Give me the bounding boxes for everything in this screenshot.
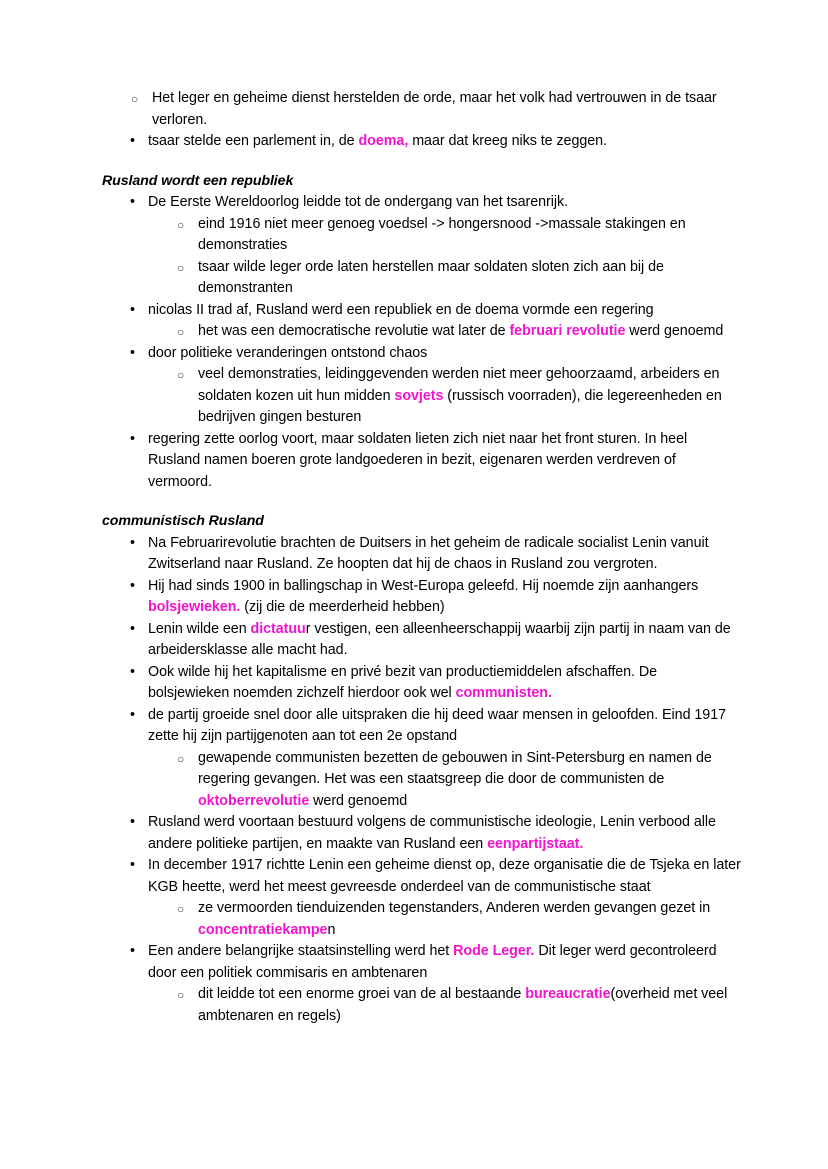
notes-section <box>102 171 742 494</box>
section-heading: communistisch Rusland <box>102 513 264 529</box>
list-item-text <box>198 748 742 813</box>
text-run: Lenin wilde een <box>148 620 251 637</box>
text-run: tsaar wilde leger orde laten herstellen maar soldaten sloten zich aan bij de demonstranten <box>198 258 664 296</box>
notes-content <box>102 88 742 1027</box>
text-run: maar dat kreeg niks te zeggen. <box>408 133 607 149</box>
bullet-disc-icon: • <box>130 430 135 447</box>
text-run: gewapende communisten bezetten de gebouwen in Sint-Petersburg en namen de regering gevangen. Het was een staatsgreep die door de communisten de <box>198 749 712 787</box>
list-item-text <box>148 812 742 855</box>
text-run: (zij die de meerderheid hebben) <box>240 599 445 615</box>
key-term: februari revolutie <box>509 323 626 339</box>
text-run: veel demonstraties, leidinggevenden werden niet meer gehoorzaamd, arbeiders en soldaten kozen uit hun midden <box>198 366 720 404</box>
text-run: nicolas II trad af, Rusland werd een republiek en de doema vormde een regering <box>148 301 654 318</box>
key-term: eenpartijstaat. <box>487 835 584 852</box>
list-item-text <box>152 88 742 131</box>
text-run: r vestigen, een alleenheerschappij waarbij zijn partij in naam van de arbeidersklasse alle macht had. <box>148 620 731 658</box>
list-item-text <box>148 300 742 322</box>
text-run: In december 1917 richtte Lenin een geheime dienst op, deze organisatie die de Tsjeka en later KGB heette, werd het meest gevreesde onderdeel van de communistische staat <box>148 857 741 895</box>
text-run: werd genoemd <box>309 792 408 809</box>
list-item-text <box>148 705 742 748</box>
list-item <box>102 812 742 855</box>
bullet-disc-icon: • <box>130 194 135 210</box>
key-term: communisten. <box>455 685 552 701</box>
list-item-text <box>148 192 742 214</box>
main-list <box>102 533 742 1028</box>
section-heading: Rusland wordt een republiek <box>102 172 294 189</box>
list-item <box>148 364 742 429</box>
bullet-disc-icon: • <box>130 133 135 149</box>
text-run: Na Februarirevolutie brachten de Duitsers in het geheim de radicale socialist Lenin vanuit Zwitserland naar Rusland. Ze hoopten dat hij de chaos in Rusland zou vergroten. <box>148 534 709 572</box>
list-item <box>102 941 742 1027</box>
list-item <box>102 88 742 131</box>
text-run: (russisch voorraden), die legereenheden en bedrijven gingen besturen <box>198 387 722 425</box>
list-item <box>148 748 742 813</box>
key-term: concentratiekampe <box>198 921 328 938</box>
text-run: door politieke veranderingen ontstond chaos <box>148 344 428 361</box>
notes-section <box>102 511 742 1027</box>
sub-list <box>148 748 742 813</box>
list-item <box>148 984 742 1027</box>
bullet-disc-icon: • <box>130 814 135 830</box>
text-run: Ook wilde hij het kapitalisme en privé bezit van productiemiddelen afschaffen. De bolsjewieken noemden zichzelf hierdoor ook wel <box>148 663 658 701</box>
text-run: Rusland werd voortaan bestuurd volgens de communistische ideologie, Lenin verbood alle andere politieke partijen, en maakte van Rusland een <box>148 814 716 852</box>
text-run: (overheid met veel ambtenaren en regels) <box>198 986 728 1024</box>
list-item <box>148 257 742 300</box>
bullet-disc-icon: • <box>130 663 135 680</box>
text-run: Een andere belangrijke staatsinstelling werd het <box>148 943 454 959</box>
list-item-text <box>148 941 742 984</box>
bullet-circle-icon: ○ <box>177 902 185 916</box>
text-run: dit leidde tot een enorme groei van de al bestaande <box>198 986 526 1002</box>
list-item <box>102 131 742 153</box>
text-run: regering zette oorlog voort, maar soldaten lieten zich niet naar het front sturen. In heel Rusland namen boeren grote landgoederen in bezit, eigenaren werden verdreven of vermoord. <box>148 430 688 490</box>
main-list <box>102 192 742 493</box>
list-item <box>148 214 742 257</box>
list-item-text <box>198 984 742 1027</box>
text-run: n <box>327 921 336 938</box>
bullet-circle-icon: ○ <box>131 92 139 106</box>
list-item-text <box>148 533 742 576</box>
list-item-text <box>148 429 742 494</box>
text-run: tsaar stelde een parlement in, de <box>148 133 359 149</box>
text-run: ze vermoorden tienduizenden tegenstanders, Anderen werden gevangen gezet in <box>198 900 711 916</box>
key-term: dictatuu <box>250 620 306 637</box>
bullet-disc-icon: • <box>130 943 135 959</box>
bullet-disc-icon: • <box>130 620 135 637</box>
key-term: Rode Leger. <box>453 943 535 959</box>
list-item <box>102 576 742 619</box>
list-item-text <box>148 131 742 153</box>
bullet-circle-icon: ○ <box>177 988 185 1002</box>
list-item <box>102 300 742 343</box>
text-run: werd genoemd <box>625 323 724 339</box>
bullet-circle-icon: ○ <box>177 368 185 382</box>
bullet-disc-icon: • <box>130 344 135 361</box>
list-item-text <box>198 257 742 300</box>
key-term: oktoberrevolutie <box>198 792 310 809</box>
bullet-disc-icon: • <box>130 301 135 318</box>
list-item <box>102 619 742 662</box>
bullet-disc-icon: • <box>130 706 135 723</box>
key-term: bolsjewieken. <box>148 599 241 615</box>
text-run: De Eerste Wereldoorlog leidde tot de ondergang van het tsarenrijk. <box>148 194 569 210</box>
sub-list <box>148 898 742 941</box>
bullet-circle-icon: ○ <box>177 325 185 339</box>
list-item-text <box>148 343 742 365</box>
key-term: sovjets <box>394 387 444 404</box>
list-item-text <box>148 619 742 662</box>
list-item-text <box>148 576 742 619</box>
main-list <box>102 131 742 153</box>
text-run: de partij groeide snel door alle uitspraken die hij deed waar mensen in geloofden. Eind 1917 zette hij zijn partijgenoten aan tot een 2e opstand <box>148 706 726 744</box>
text-run: Het leger en geheime dienst herstelden de orde, maar het volk had vertrouwen in de tsaar verloren. <box>152 90 717 128</box>
list-item <box>102 705 742 813</box>
bullet-circle-icon: ○ <box>177 751 185 766</box>
bullet-disc-icon: • <box>130 534 135 551</box>
list-item-text <box>198 214 742 257</box>
list-item <box>102 429 742 494</box>
bullet-disc-icon: • <box>130 577 135 594</box>
list-item <box>148 898 742 941</box>
text-run: het was een democratische revolutie wat later de <box>198 323 510 339</box>
list-item-text <box>148 855 742 898</box>
list-item-text <box>198 321 742 343</box>
list-item <box>102 533 742 576</box>
list-item <box>148 321 742 343</box>
list-item-text <box>198 364 742 429</box>
notes-section <box>102 88 742 153</box>
bullet-circle-icon: ○ <box>177 217 185 232</box>
sub-list <box>148 984 742 1027</box>
key-term: doema, <box>358 133 409 149</box>
key-term: bureaucratie <box>525 986 611 1002</box>
list-item-text <box>198 898 742 941</box>
sub-list <box>148 214 742 300</box>
sub-list <box>148 364 742 429</box>
text-run: Hij had sinds 1900 in ballingschap in West-Europa geleefd. Hij noemde zijn aanhangers <box>148 577 699 594</box>
bullet-circle-icon: ○ <box>177 260 185 275</box>
sub-list <box>148 321 742 343</box>
list-item <box>102 855 742 941</box>
bullet-disc-icon: • <box>130 857 135 873</box>
list-item <box>102 343 742 429</box>
text-run: Dit leger werd gecontroleerd door een politiek commisaris en ambtenaren <box>148 943 717 981</box>
list-item <box>102 662 742 705</box>
sub-list <box>102 88 742 131</box>
list-item-text <box>148 662 742 705</box>
list-item <box>102 192 742 300</box>
text-run: eind 1916 niet meer genoeg voedsel -> hongersnood ->massale stakingen en demonstraties <box>198 215 686 253</box>
